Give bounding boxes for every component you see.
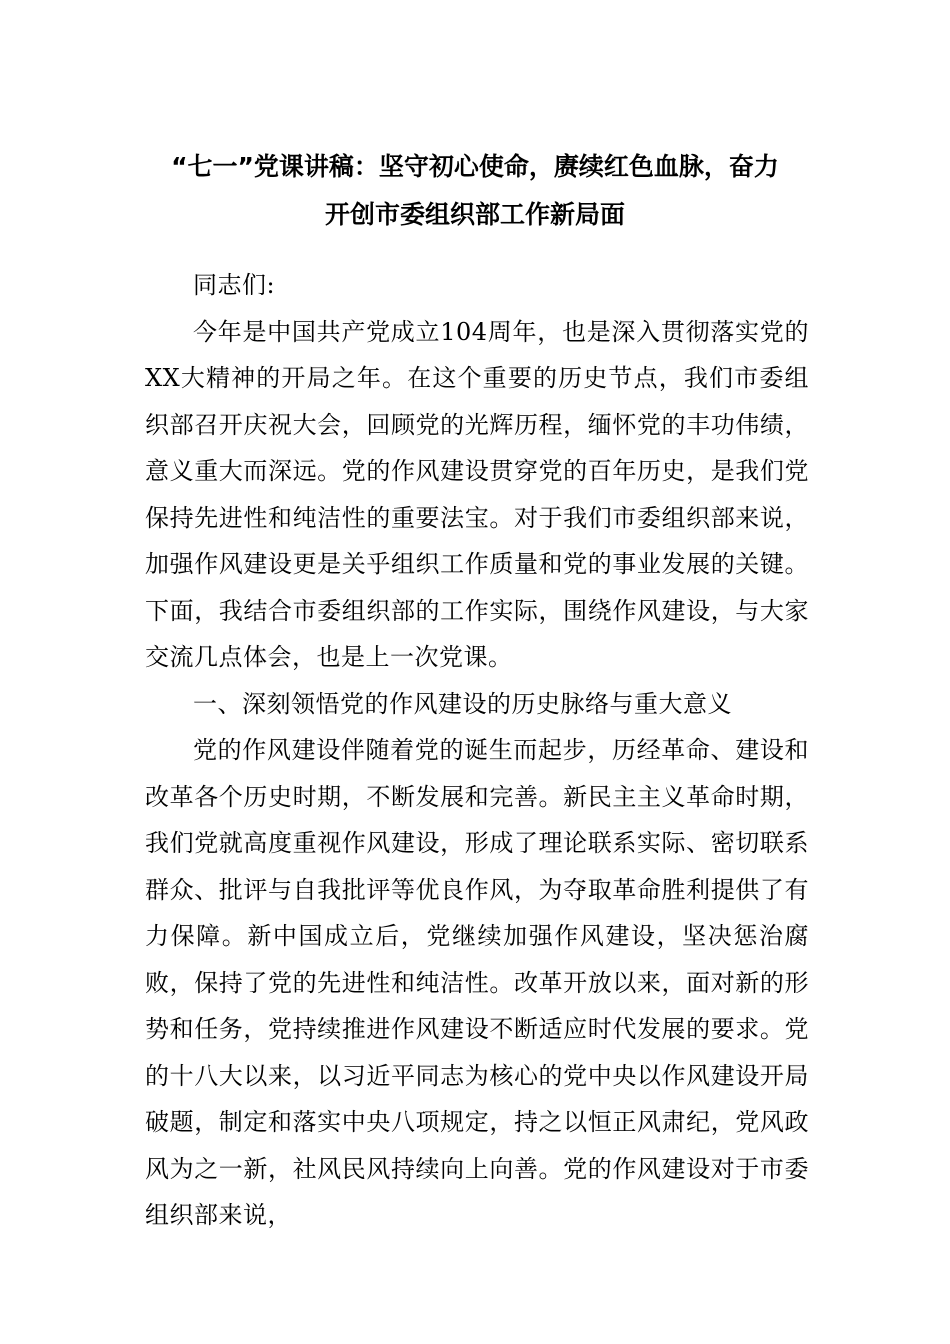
greeting: 同志们: xyxy=(193,271,276,299)
document-body xyxy=(145,262,809,1239)
paragraph-intro: 今年是中国共产党成立104周年，也是深入贯彻落实党的XX大精神的开局之年。在这个重要的历史节点，我们市委组织部召开庆祝大会，回顾党的光辉历程，缅怀党的丰功伟绩，意义重大而深远。党的作风建设贯穿党的百年历史，是我们党保持先进性和纯洁性的重要法宝。对于我们市委组织部来说，加强作风建设更是关乎组织工作质量和党的事业发展的关键。下面，我结合市委组织部的工作实际，围绕作风建设，与大家交流几点体会，也是上一次党课。 xyxy=(145,317,809,671)
paragraph-history: 党的作风建设伴随着党的诞生而起步，历经革命、建设和改革各个历史时期，不断发展和完善。新民主主义革命时期，我们党就高度重视作风建设，形成了理论联系实际、密切联系群众、批评与自我批评等优良作风，为夺取革命胜利提供了有力保障。新中国成立后，党继续加强作风建设，坚决惩治腐败，保持了党的先进性和纯洁性。改革开放以来，面对新的形势和任务，党持续推进作风建设不断适应时代发展的要求。党的十八大以来，以习近平同志为核心的党中央以作风建设开局破题，制定和落实中央八项规定，持之以恒正风肃纪，党风政风为之一新，社风民风持续向上向善。党的作风建设对于市委组织部来说， xyxy=(145,736,809,1229)
document-title-line-2: 开创市委组织部工作新局面 xyxy=(324,200,625,229)
document-title-line-1: “七一”党课讲稿：坚守初心使命，赓续红色血脉，奋力 xyxy=(171,152,779,181)
section-heading-1: 一、深刻领悟党的作风建设的历史脉络与重大意义 xyxy=(193,689,732,718)
